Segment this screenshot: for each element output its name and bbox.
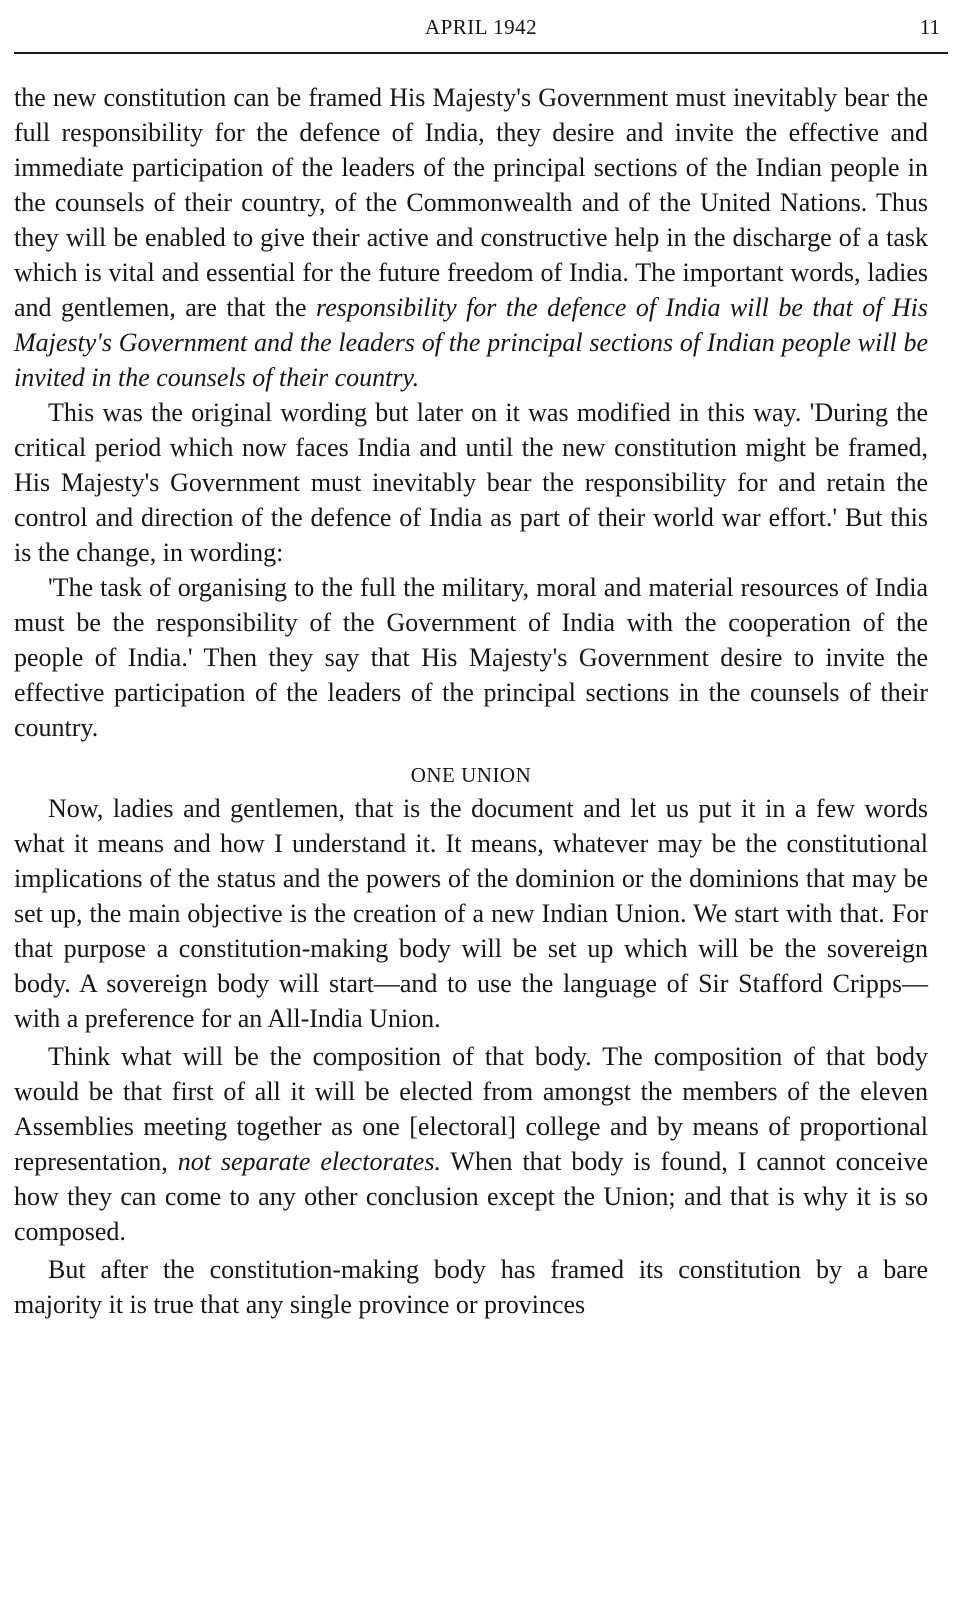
paragraph-5-text-end: When that body is found, I cannot conceive how they can come to any other conclusion except the Union; and that is why it is so composed. [14, 1147, 928, 1246]
running-title: APRIL 1942 [424, 15, 538, 39]
paragraph-1-italic: responsibility for the defence of India will be that of His Majesty's Government and the leaders of the principal sections of Indian people will be invited in the counsels of their country. [14, 293, 928, 392]
paragraph-1 [14, 80, 928, 395]
paragraph-5-text: Think what will be the composition of that body. The composition of that body would be that first of all it will be elected from amongst the members of the eleven Assemblies meeting together as one [electoral] college and by means of proportional representation, [14, 1042, 928, 1176]
section-heading: ONE UNION [410, 763, 532, 787]
page-number: 11 [919, 15, 940, 39]
running-header [14, 14, 948, 40]
paragraph-5 [14, 1039, 928, 1249]
paragraph-4: Now, ladies and gentlemen, that is the document and let us put it in a few words what it means and how I understand it. It means, whatever may be the constitutional implications of the status and the powers of the dominion or the dominions that may be set up, the main objective is the creation of a new Indian Union. We start with that. For that purpose a constitution-making body will be set up which will be the sovereign body. A sovereign body will start—and to use the language of Sir Stafford Cripps—with a preference for an All-India Union. [14, 794, 928, 1033]
body-text [14, 80, 928, 1322]
paragraph-5-italic: not separate electorates. [177, 1147, 441, 1176]
paragraph-3: 'The task of organising to the full the military, moral and material resources of India must be the responsibility of the Government of India with the cooperation of the people of India.' Then they say that His Majesty's Government desire to invite the effective participation of the leaders of the principal sections in the counsels of their country. [14, 573, 928, 742]
header-rule [14, 52, 948, 54]
paragraph-2: This was the original wording but later on it was modified in this way. 'During the critical period which now faces India and until the new constitution might be framed, His Majesty's Government must inevitably bear the responsibility for and retain the control and direction of the defence of India as part of their world war effort.' But this is the change, in wording: [14, 398, 928, 567]
paragraph-1-text: the new constitution can be framed His Majesty's Government must inevitably bear the full responsibility for the defence of India, they desire and invite the effective and immediate participation of the leaders of the principal sections of the Indian people in the counsels of their country, of the Commonwealth and of the United Nations. Thus they will be enabled to give their active and constructive help in the discharge of a task which is vital and essential for the future freedom of India. The important words, ladies and gentlemen, are that the [14, 83, 928, 322]
paragraph-6: But after the constitution-making body has framed its constitution by a bare majority it is true that any single province or provinces [14, 1255, 928, 1319]
